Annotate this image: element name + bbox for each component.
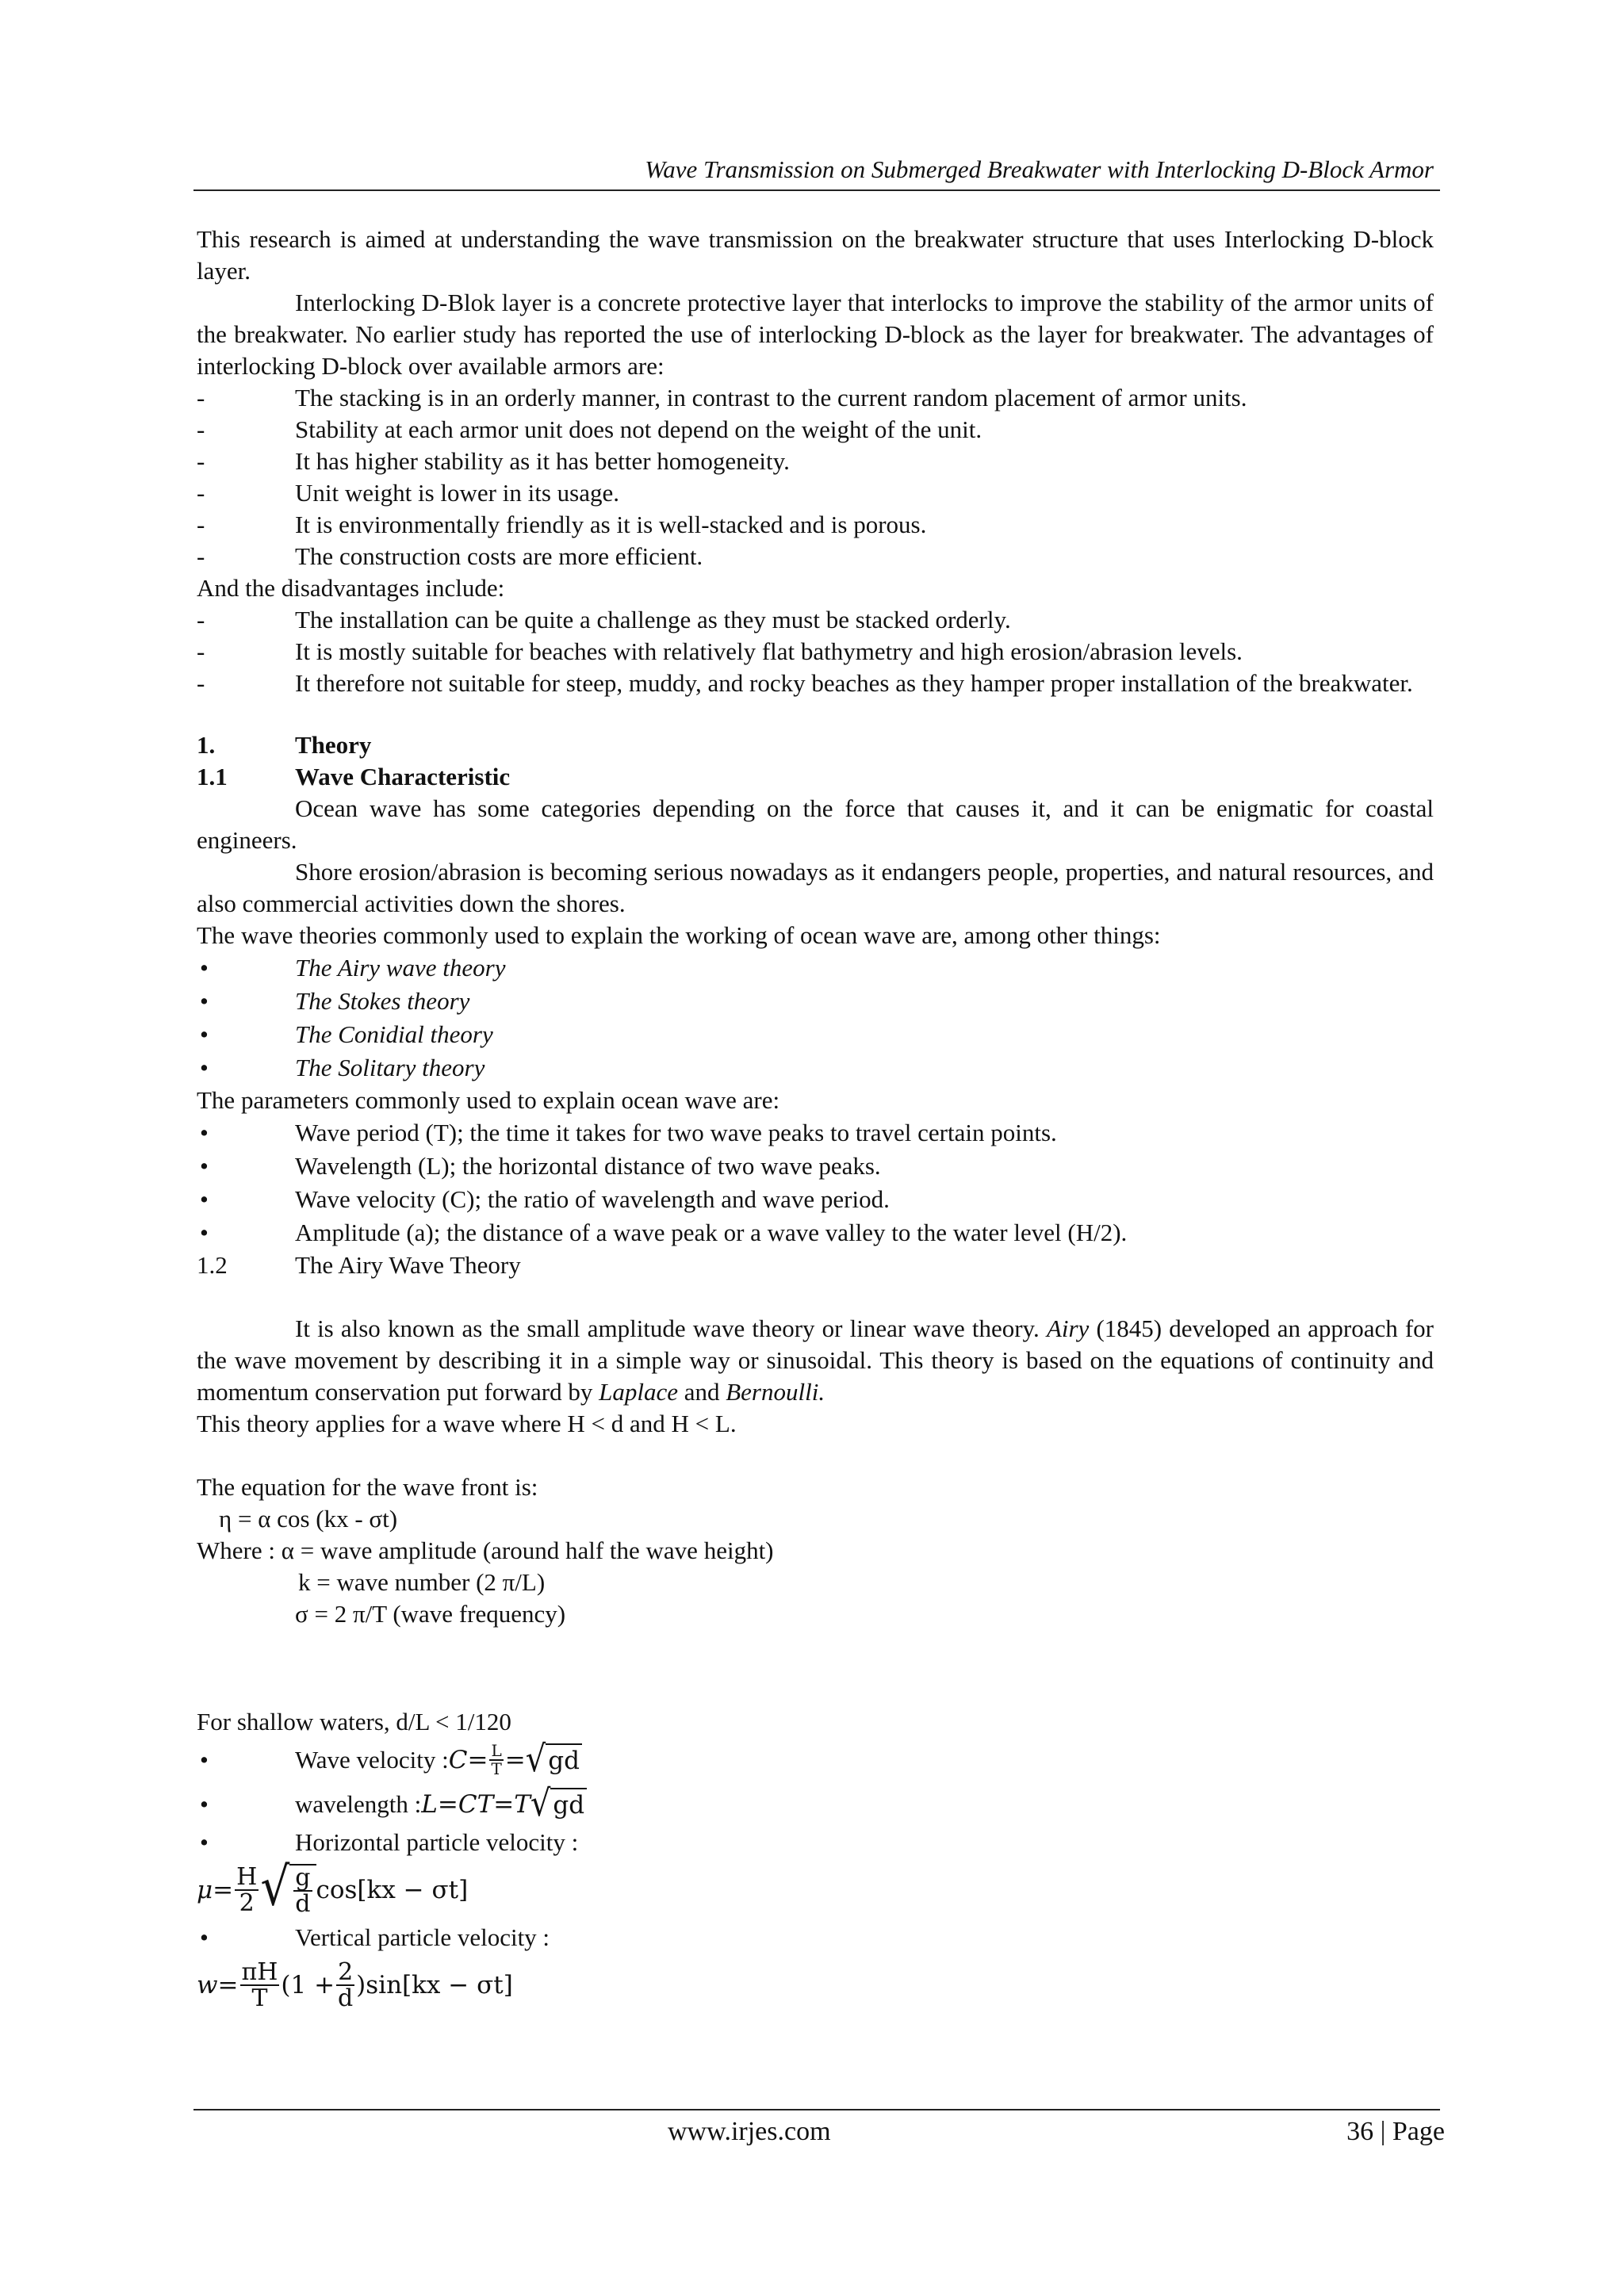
bullet-marker: • [200,1790,209,1818]
bullet-marker: • [200,1923,209,1951]
bullet-marker: • [200,1152,209,1180]
theory-item: • The Solitary theory [197,1051,1434,1085]
bullet-marker: • [200,1054,209,1081]
sqrt-g-over-d [260,1854,316,1918]
advantage-item: - The stacking is in an orderly manner, in contrast to the current random placement of armor units. [197,382,1434,414]
sqrt-sign: √ [260,1854,290,1917]
intro-paragraph-2: Interlocking D-Blok layer is a concrete protective layer that interlocks to improve the stability of the armor units of the breakwater. No earlier study has reported the use of interlocking D-block as the layer for breakwater. The advantages of interlocking D-block over available armors are: [197,289,1434,380]
dash-marker: - [197,384,205,411]
dash-marker: - [197,415,205,443]
parameter-item: • Wavelength (L); the horizontal distance of two wave peaks. [197,1150,1434,1183]
disadvantage-item: - The installation can be quite a challenge as they must be stacked orderly. [197,604,1434,636]
fraction-H-over-2: $\frac{H}{2}$ [236,1862,258,1917]
theory-item: • The Stokes theory [197,985,1434,1018]
dash-marker: - [197,479,205,507]
section-heading: 1. Theory [197,731,372,759]
page-number: 36 | Page [1346,2117,1445,2146]
shallow-water-line: For shallow waters, d/L < 1/120 [197,1708,511,1735]
horizontal-velocity-item: • Horizontal particle velocity : [197,1827,1434,1858]
advantage-item: - The construction costs are more efficient. [197,541,1434,572]
wavelength-item: • wavelength : L = CT = T √ gd [197,1782,1434,1827]
wavefront-equation: η = α cos (kx - σt) [219,1505,398,1533]
where-line-3: σ = 2 π/T (wave frequency) [295,1600,566,1628]
running-header: Wave Transmission on Submerged Breakwater with Interlocking D-Block Armor [645,155,1434,183]
vertical-velocity-item: • Vertical particle velocity : [197,1922,1434,1954]
wave-paragraph-3: The wave theories commonly used to explain the working of ocean wave are, among other things: [197,921,1161,949]
vertical-velocity-equation: w = $\frac{\pi H}{T}$ (1 + $\frac{2}{d}$ )sin[kx − σt] [197,1957,513,2012]
wave-paragraph-4: The parameters commonly used to explain ocean wave are: [197,1086,780,1114]
advantage-item: - Unit weight is lower in its usage. [197,477,1434,509]
bullet-marker: • [200,1185,209,1213]
disadvantage-item: - It is mostly suitable for beaches with relatively flat bathymetry and high erosion/abrasion levels. [197,636,1434,668]
dash-marker: - [197,542,205,570]
bullet-marker: • [200,1746,209,1774]
intro-paragraph-1: This research is aimed at understanding the wave transmission on the breakwater structure that uses Interlocking D-block layer. [197,225,1434,285]
sqrt-gd: √ gd [530,1788,587,1821]
wavefront-intro: The equation for the wave front is: [197,1473,538,1501]
advantage-item: - Stability at each armor unit does not depend on the weight of the unit. [197,414,1434,446]
dash-marker: - [197,447,205,475]
horizontal-velocity-equation: μ = $\frac{H}{2}$ √ $\frac{g}{d}$ cos[kx − σt] [197,1858,1434,1922]
where-line-1: Where : α = wave amplitude (around half the wave height) [197,1536,774,1564]
fraction-L-over-T: $\frac{L}{T}$ [491,1741,502,1778]
dash-marker: - [197,637,205,665]
advantage-item: - It is environmentally friendly as it is well-stacked and is porous. [197,509,1434,541]
theory-item: • The Conidial theory [197,1018,1434,1051]
bullet-marker: • [200,1020,209,1048]
page-body [197,224,1434,2017]
airy-paragraph-2: This theory applies for a wave where H < d and H < L. [197,1410,737,1437]
bullet-marker: • [200,1828,209,1856]
footer-rule [193,2109,1440,2110]
wave-paragraph-2: Shore erosion/abrasion is becoming serious nowadays as it endangers people, properties, and natural resources, and also commercial activities down the shores. [197,858,1434,917]
dash-marker: - [197,606,205,633]
dash-marker: - [197,669,205,697]
fraction-piH-over-T: $\frac{\pi H}{T}$ [241,1957,278,2012]
sqrt-gd: √ gd [526,1743,582,1777]
wave-velocity-item: • Wave velocity : C = $\frac{L}{T}$ = √ gd [197,1738,1434,1782]
sqrt-sign: √ [530,1782,551,1825]
disadvantages-intro: And the disadvantages include: [197,574,505,602]
bullet-marker: • [200,1119,209,1146]
theory-item: • The Airy wave theory [197,951,1434,985]
where-line-2: k = wave number (2 π/L) [298,1568,546,1596]
bullet-marker: • [200,954,209,982]
bullet-marker: • [200,1219,209,1246]
sqrt-sign: √ [525,1738,546,1781]
disadvantage-item: - It therefore not suitable for steep, muddy, and rocky beaches as they hamper proper installation of the breakwater. [197,668,1434,699]
header-rule [193,189,1440,191]
parameter-item: • Wave velocity (C); the ratio of wavelength and wave period. [197,1183,1434,1216]
subsection-heading: 1.2 The Airy Wave Theory [197,1251,521,1279]
advantage-item: - It has higher stability as it has better homogeneity. [197,446,1434,477]
airy-paragraph-1: It is also known as the small amplitude wave theory or linear wave theory. Airy (1845) developed an approach for the wave movement by describing it in a simple way or sinusoidal. This theory is based on the equations of continuity and momentum conservation put forward by Laplace and Bernoulli. [197,1314,1434,1406]
fraction-g-over-d: $\frac{g}{d}$ [295,1863,311,1918]
parameter-item: • Wave period (T); the time it takes for two wave peaks to travel certain points. [197,1116,1434,1150]
dash-marker: - [197,511,205,538]
wave-paragraph-1: Ocean wave has some categories depending on the force that causes it, and it can be enigmatic for coastal engineers. [197,794,1434,854]
parameter-item: • Amplitude (a); the distance of a wave peak or a wave valley to the water level (H/2). [197,1216,1434,1249]
fraction-2-over-d: $\frac{2}{d}$ [338,1957,354,2012]
subsection-heading: 1.1 Wave Characteristic [197,763,511,790]
footer-website: www.irjes.com [668,2117,831,2146]
bullet-marker: • [200,987,209,1015]
